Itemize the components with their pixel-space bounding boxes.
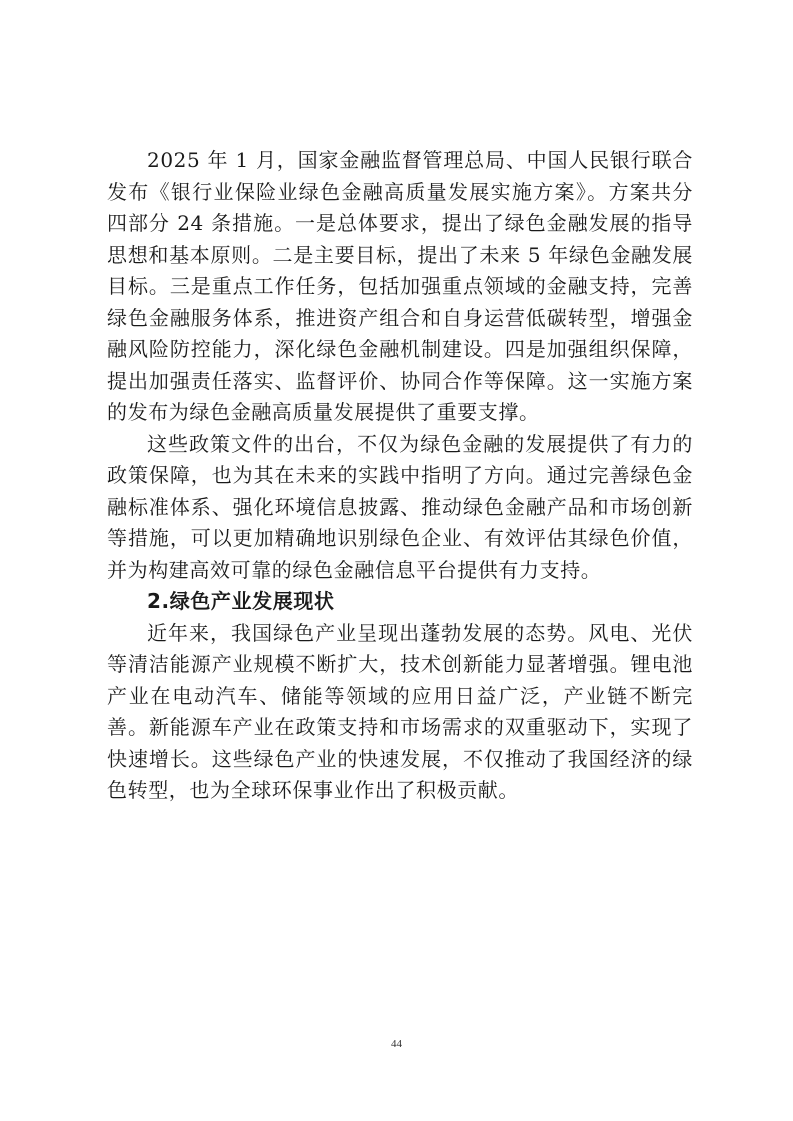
- paragraph-green-finance-plan: 2025 年 1 月，国家金融监督管理总局、中国人民银行联合发布《银行业保险业绿色金融高质量发展实施方案》。方案共分四部分 24 条措施。一是总体要求，提出了绿色金融发展的指导思想和基本原则。二是主要目标，提出了未来 5 年绿色金融发展目标。三是重点工作任务，包括加强重点领域的金融支持，完善绿色金融服务体系，推进资产组合和自身运营低碳转型，增强金融风险防控能力，深化绿色金融机制建设。四是加强组织保障，提出加强责任落实、监督评价、协同合作等保障。这一实施方案的发布为绿色金融高质量发展提供了重要支撑。: [107, 148, 693, 424]
- section-heading: 2.绿色产业发展现状: [147, 589, 335, 613]
- document-body: [107, 145, 693, 807]
- page-number: 44: [391, 1038, 402, 1050]
- paragraph-policy-significance: 这些政策文件的出台，不仅为绿色金融的发展提供了有力的政策保障，也为其在未来的实践中指明了方向。通过完善绿色金融标准体系、强化环境信息披露、推动绿色金融产品和市场创新等措施，可以更加精确地识别绿色企业、有效评估其绿色价值，并为构建高效可靠的绿色金融信息平台提供有力支持。: [107, 431, 693, 582]
- paragraph-green-industry: 近年来，我国绿色产业呈现出蓬勃发展的态势。风电、光伏等清洁能源产业规模不断扩大，技术创新能力显著增强。锂电池产业在电动汽车、储能等领域的应用日益广泛，产业链不断完善。新能源车产业在政策支持和市场需求的双重驱动下，实现了快速增长。这些绿色产业的快速发展，不仅推动了我国经济的绿色转型，也为全球环保事业作出了积极贡献。: [107, 620, 693, 802]
